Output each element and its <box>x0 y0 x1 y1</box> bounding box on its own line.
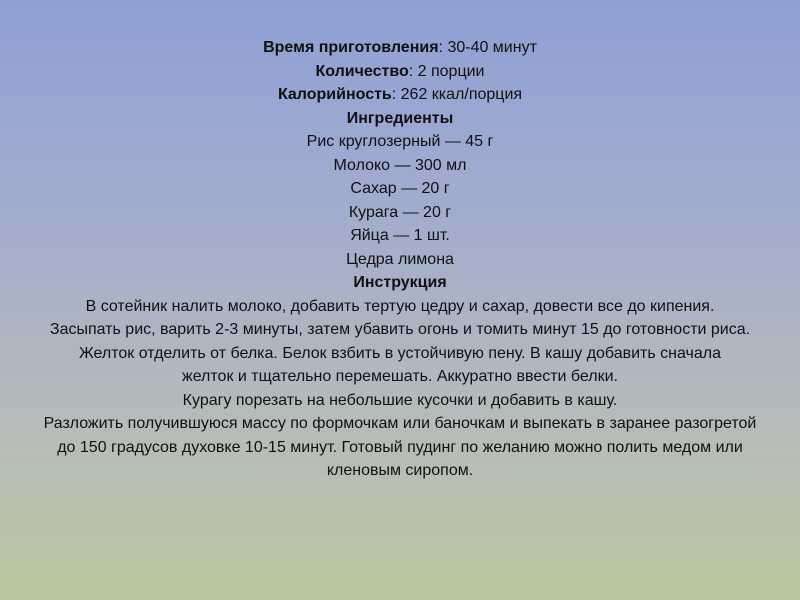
instruction-step: Курагу порезать на небольшие кусочки и добавить в кашу. <box>182 391 618 409</box>
instructions-heading: Инструкция <box>353 274 447 291</box>
instruction-step: В сотейник налить молоко, добавить тертую цедру и сахар, довести все до кипения. <box>85 297 715 315</box>
cooking-time-label: Время приготовления <box>263 39 439 56</box>
instruction-step: Засыпать рис, варить 2-3 минуты, затем убавить огонь и томить минут 15 до готовности риса. <box>49 321 751 338</box>
ingredient-item: Цедра лимона <box>346 250 454 268</box>
ingredient-item: Рис круглозерный — 45 г <box>306 133 494 150</box>
quantity-line <box>0 60 800 84</box>
cooking-time-value: : 30-40 минут <box>438 39 537 56</box>
calories-line <box>0 83 800 107</box>
instruction-step: Разложить получившуюся массу по формочкам или баночкам и выпекать в заранее разогретой до 150 градусов духовке 10-15 минут. Готовый пудинг по желанию можно полить медом или кленовым сиропом. <box>43 415 757 479</box>
ingredient-item: Сахар — 20 г <box>350 180 450 197</box>
ingredients-heading: Ингредиенты <box>346 109 454 127</box>
calories-label: Калорийность <box>277 86 392 103</box>
cooking-time-line <box>0 36 800 60</box>
calories-value: : 262 ккал/порция <box>391 86 523 103</box>
quantity-value: : 2 порции <box>408 62 485 80</box>
ingredient-item: Курага — 20 г <box>348 203 452 221</box>
recipe-text-block <box>0 36 800 483</box>
instruction-step: Желток отделить от белка. Белок взбить в устойчивую пену. В кашу добавить сначала желток и тщательно перемешать. Аккуратно ввести белки. <box>78 344 722 385</box>
ingredient-item: Молоко — 300 мл <box>333 156 467 174</box>
ingredient-item: Яйца — 1 шт. <box>350 227 450 244</box>
quantity-label: Количество <box>315 62 409 80</box>
